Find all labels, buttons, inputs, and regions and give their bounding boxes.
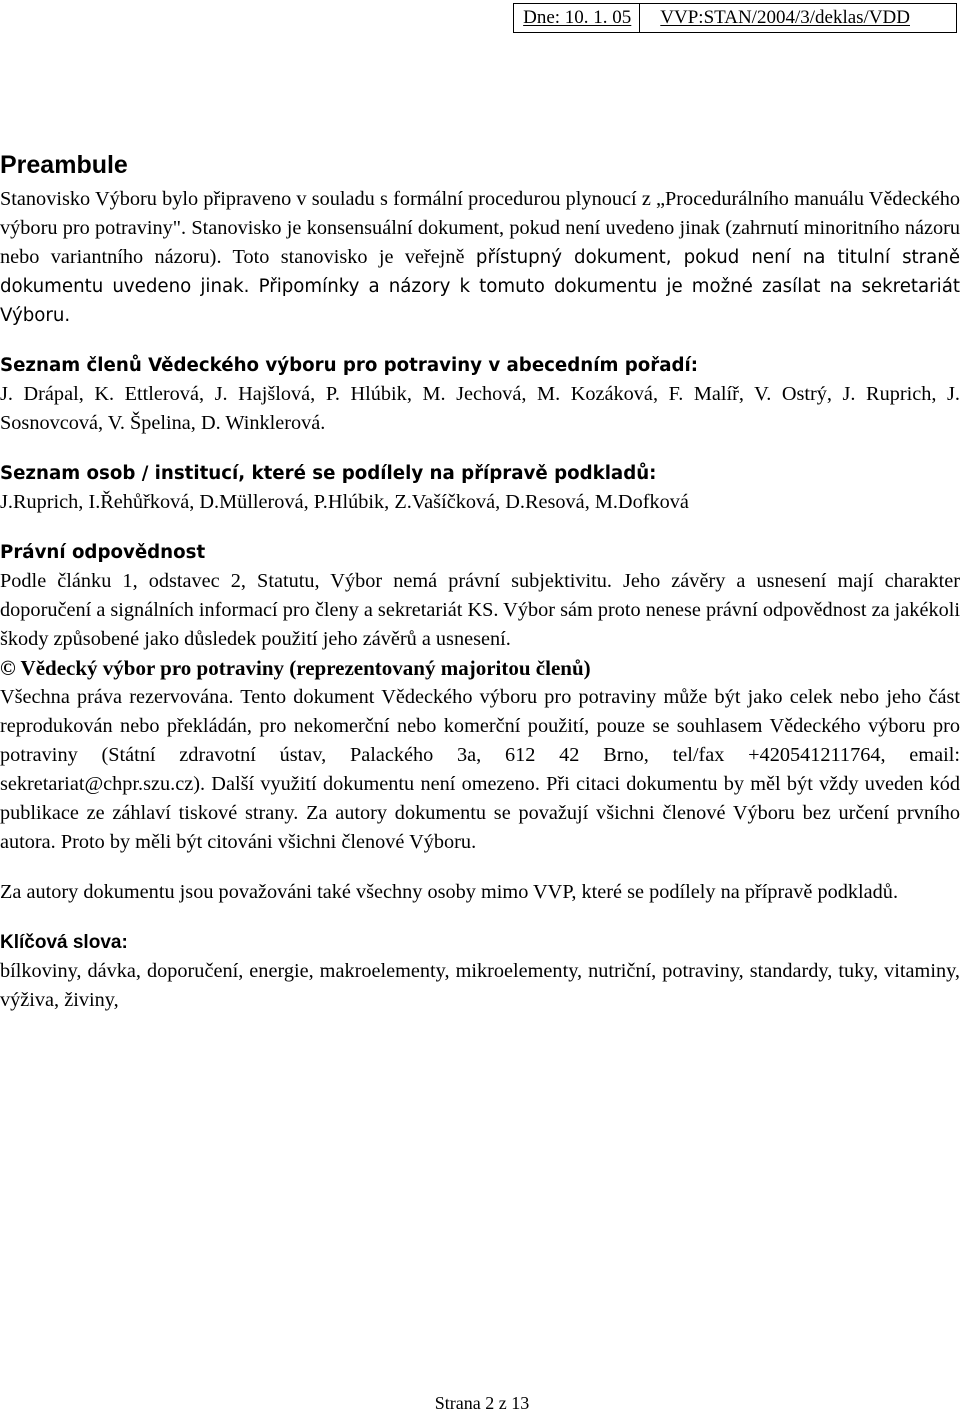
preamble-text [0, 185, 960, 330]
header-date [514, 4, 639, 32]
contributors-title: Seznam osob / institucí, které se podílely na přípravě podkladů: [0, 463, 657, 484]
legal-text: Podle článku 1, odstavec 2, Statutu, Výbor nemá právní subjektivitu. Jeho závěry a usnesení mají charakter doporučení a signálních informací pro členy a sekretariát KS. Výbor sám proto nenese právní odpovědnost za jakékoli škody způsobené jako důsledek použití jeho závěrů a usnesení. [0, 570, 960, 650]
preamble-text-sans-1: přístupný dokument, pokud není na titulní straně dokumentu uvedeno jinak. Připomínky a názory k tomuto dokumentu je možné zasílat na sekretariát Výboru. [0, 247, 960, 326]
legal-title: Právní odpovědnost [0, 542, 206, 563]
keywords-list: bílkoviny, dávka, doporučení, energie, makroelementy, mikroelementy, nutriční, potraviny, standardy, tuky, vitaminy, výživa, živiny, [0, 960, 960, 1011]
contributors-list: J.Ruprich, I.Řehůřková, D.Müllerová, P.Hlúbik, Z.Vašíčková, D.Resová, M.Dofková [0, 491, 689, 513]
preamble-text-serif-2: Toto stanovisko je veřejně [232, 246, 476, 268]
preamble-text-serif-1: Stanovisko Výboru bylo připraveno v souladu s formální procedurou plynoucí z „Procedurálního manuálu Vědeckého výboru pro potraviny". Stanovisko je konsensuální dokument, pokud není uvedeno jinak (zahrnutí minoritního názoru nebo variantního názoru). [0, 188, 960, 268]
header-date-text: Dne: 10. 1. 05 [523, 7, 632, 28]
members-title: Seznam členů Vědeckého výboru pro potraviny v abecedním pořadí: [0, 355, 699, 376]
keywords-title: Klíčová slova: [0, 932, 128, 953]
header-reference [639, 4, 956, 32]
preamble-title: Preambule [0, 151, 128, 179]
page-number: Strana 2 z 13 [434, 1393, 530, 1413]
document-body [0, 145, 960, 1015]
copyright-title: © Vědecký výbor pro potraviny (reprezentovaný majoritou členů) [0, 656, 591, 680]
copyright-text: Všechna práva rezervována. Tento dokument Vědeckého výboru pro potraviny může být jako celek nebo jeho část reprodukován nebo překládán, pro nekomerční nebo komerční použití, pouze se souhlasem Vědeckého výboru pro potraviny (Státní zdravotní ústav, Palackého 3a, 612 42 Brno, tel/fax +420541211764, email: sekretariat@chpr.szu.cz). Další využití dokumentu není omezeno. Při citaci dokumentu by měl být vždy uveden kód publikace ze záhlaví tiskové strany. Za autory dokumentu se považují všichni členové Výboru bez určení prvního autora. Proto by měli být citováni všichni členové Výboru. [0, 686, 960, 853]
page-header [513, 3, 957, 33]
members-list: J. Drápal, K. Ettlerová, J. Hajšlová, P. Hlúbik, M. Jechová, M. Kozáková, F. Malíř, V. Ostrý, J. Ruprich, J. Sosnovcová, V. Špelina, D. Winklerová. [0, 383, 960, 434]
authors-note: Za autory dokumentu jsou považováni také všechny osoby mimo VVP, které se podílely na přípravě podkladů. [0, 881, 899, 903]
header-reference-text: VVP:STAN/2004/3/deklas/VDD [660, 7, 910, 28]
